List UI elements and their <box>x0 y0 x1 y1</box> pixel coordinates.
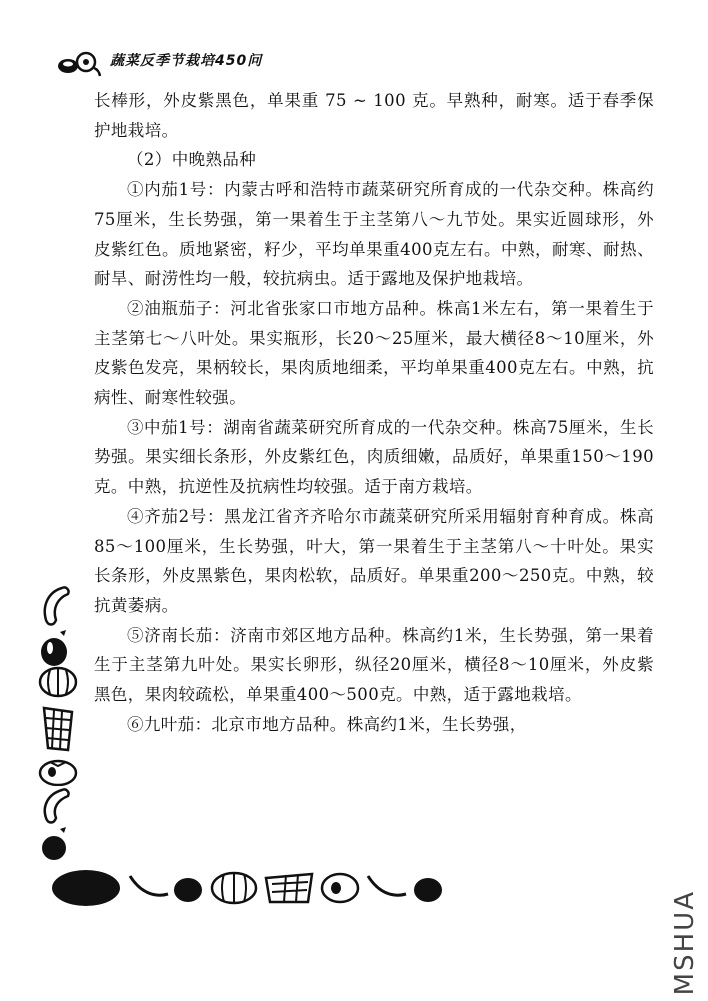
eggplant-icon <box>38 826 74 862</box>
continued-paragraph: 长棒形，外皮紫黑色，单果重 75 ~ 100 克。早熟种，耐寒。适于春季保护地栽培。 <box>94 91 654 140</box>
page-body <box>94 86 654 739</box>
eggplant-icon <box>38 628 74 668</box>
variety-paragraph: ⑥九叶茄：北京市地方品种。株高约1米，生长势强， <box>127 714 527 734</box>
variety-paragraph: ③中茄1号：湖南省蔬菜研究所育成的一代杂交种。株高75厘米，生长势强。果实细长条形，外皮紫红色，肉质细嫩，品质好，单果重150～190克。中熟，抗逆性及抗病性均较强。适于南方栽培。 <box>94 417 654 497</box>
pumpkin-icon <box>38 664 78 698</box>
variety-paragraph: ④齐茄2号：黑龙江省齐齐哈尔市蔬菜研究所采用辐射育种育成。株高85～100厘米，生长势强，叶大，第一果着生于主茎第八～十叶处。果实长条形，外皮黑紫色，果肉松软，品质好。单果重200～250克。中熟，较抗黄萎病。 <box>94 506 654 615</box>
corn-icon <box>38 704 78 754</box>
cucumber-icon <box>38 786 74 826</box>
tomato-icon <box>38 756 78 786</box>
vegetable-border-decoration <box>50 862 450 910</box>
variety-paragraph: ①内茄1号：内蒙古呼和浩特市蔬菜研究所育成的一代杂交种。株高约75厘米，生长势强，第一果着生于主茎第八～九节处。果实近圆球形，外皮紫红色。质地紧密，籽少，平均单果重400克左右。中熟，耐寒、耐热、耐旱、耐涝性均一般，较抗病虫。适于露地及保护地栽培。 <box>94 180 654 289</box>
variety-paragraph: ②油瓶茄子：河北省张家口市地方品种。株高1米左右，第一果着生于主茎第七～八叶处。果实瓶形，长20～25厘米，最大横径8～10厘米，外皮紫色发亮，果柄较长，果肉质地细柔，平均单果重400克左右。中熟，抗病性、耐寒性较强。 <box>94 298 654 408</box>
variety-paragraph: ⑤济南长茄：济南市郊区地方品种。株高约1米，生长势强，第一果着生于主茎第九叶处。果实长卵形，纵径20厘米，横径8～10厘米，外皮紫黑色，果肉较疏松，单果重400～500克。中熟，适于露地栽培。 <box>94 625 654 705</box>
vegetable-logo-icon <box>56 48 102 78</box>
watermark: MSHUA <box>670 889 700 995</box>
section-heading: （2）中晚熟品种 <box>127 150 257 170</box>
cucumber-icon <box>38 584 74 628</box>
running-header-title: 蔬菜反季节栽培450问 <box>110 53 263 69</box>
